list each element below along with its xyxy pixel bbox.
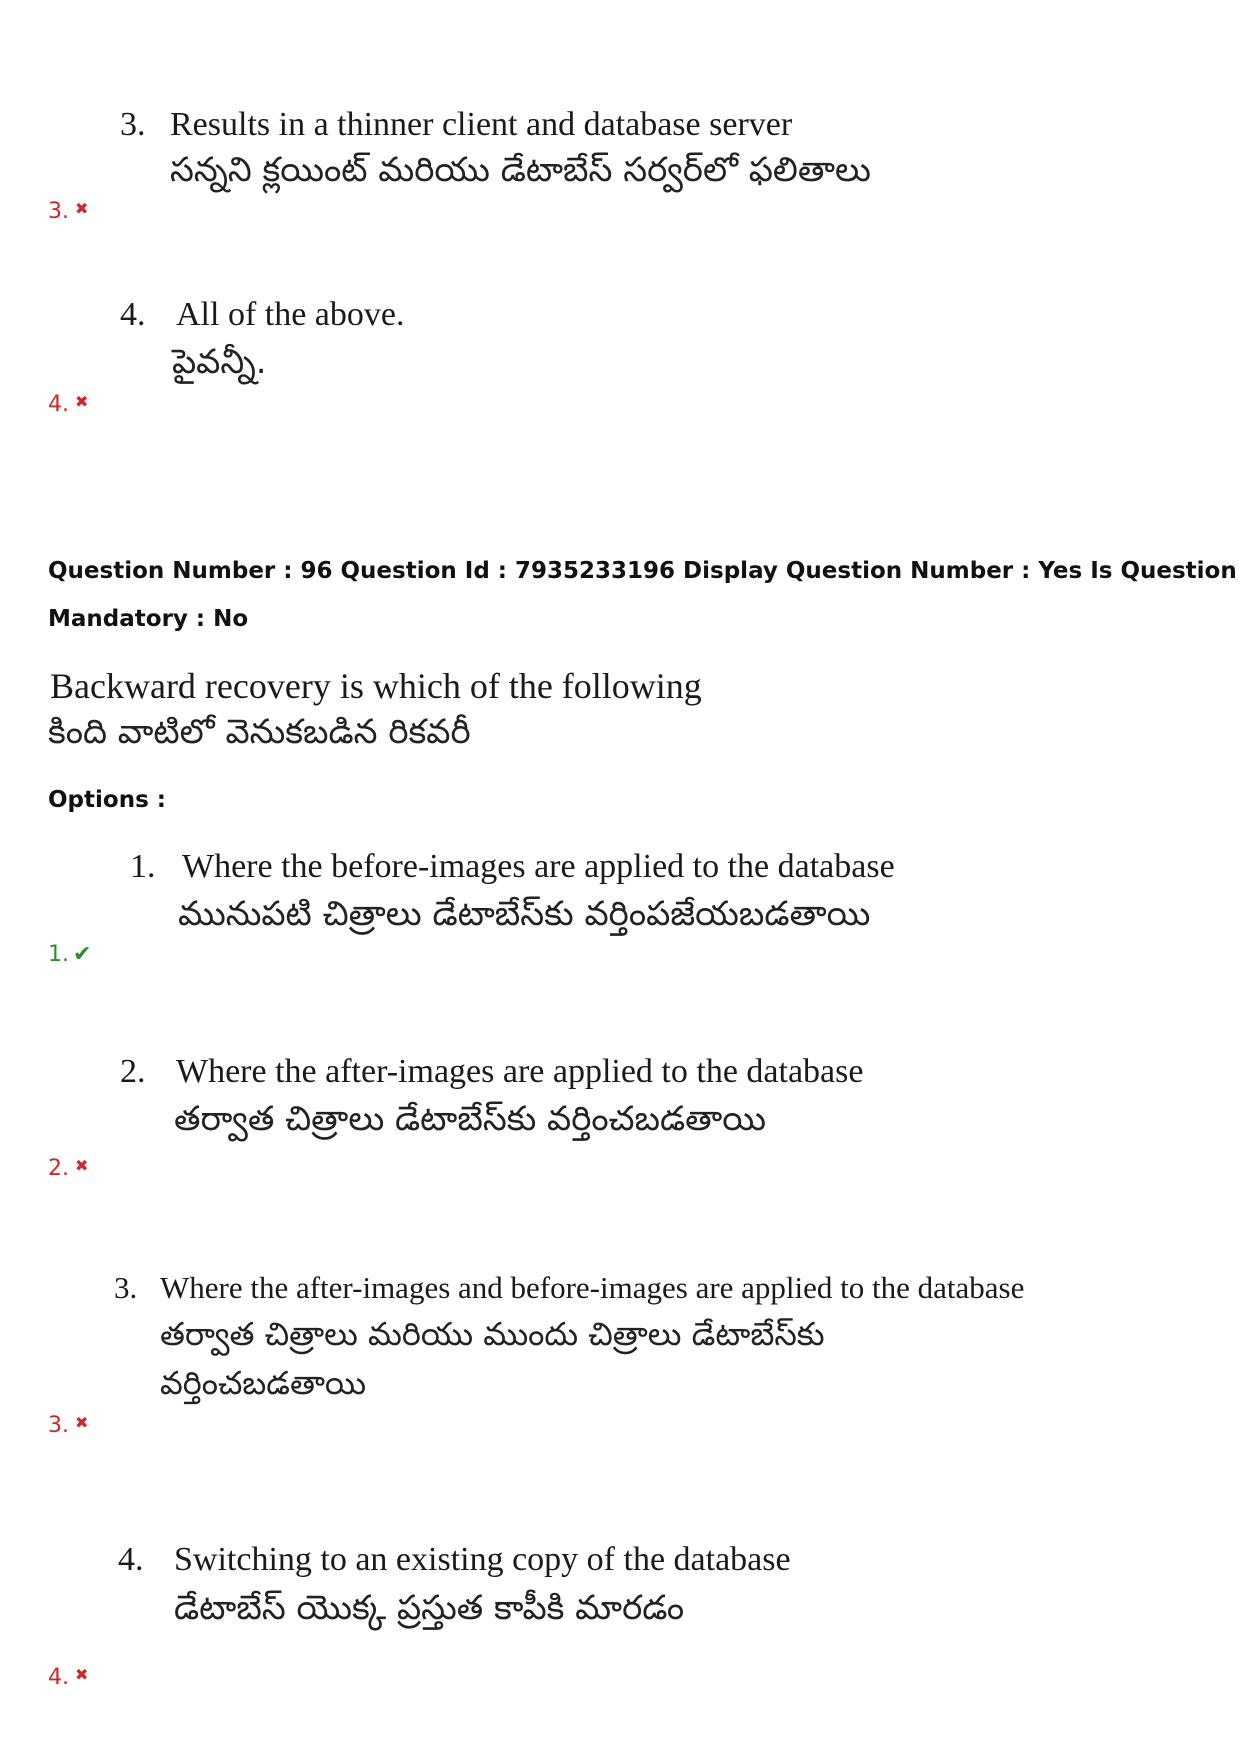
cross-icon: ✖: [75, 1156, 89, 1175]
option-text-english: Results in a thinner client and database server: [170, 106, 793, 143]
correct-marker: [48, 942, 91, 968]
option-text-telugu-line-2: వర్తించబడతాయి: [160, 1364, 367, 1402]
option-number: 2.: [120, 1053, 146, 1090]
option-text-telugu: తర్వాత చిత్రాలు మరియు ముందు చిత్రాలు డేటాబేస్‌కు: [160, 1315, 825, 1353]
wrong-marker: [48, 1153, 88, 1182]
option-number: 1.: [130, 848, 156, 885]
wrong-marker: [48, 196, 88, 225]
option-number: 3.: [114, 1270, 138, 1305]
cross-icon: ✖: [75, 1413, 89, 1432]
option-text-english: All of the above.: [176, 296, 405, 333]
marker-label: 3.: [48, 199, 69, 224]
option-text-telugu: డేటాబేస్ యొక్క ప్రస్తుత కాపీకి మారడం: [174, 1588, 685, 1628]
option-text-english: Where the after-images are applied to the database: [176, 1053, 864, 1090]
option-text-telugu: మునుపటి చిత్రాలు డేటాబేస్‌కు వర్తింపజేయబడతాయి: [178, 894, 871, 934]
marker-label: 4.: [48, 392, 69, 417]
question-meta-line-1: Question Number : 96 Question Id : 7935233196 Display Question Number : Yes Is Question: [48, 558, 1237, 584]
wrong-marker: [48, 1410, 88, 1439]
cross-icon: ✖: [75, 392, 89, 411]
option-text-telugu: తర్వాత చిత్రాలు డేటాబేస్‌కు వర్తించబడతాయి: [174, 1099, 766, 1139]
option-text-telugu: పైవన్నీ.: [172, 342, 267, 382]
wrong-marker: [48, 389, 88, 418]
wrong-marker: [48, 1662, 88, 1691]
option-text-english: Switching to an existing copy of the database: [174, 1541, 791, 1578]
marker-label: 1.: [48, 942, 69, 967]
option-text-english: Where the after-images and before-images are applied to the database: [160, 1270, 1025, 1305]
check-icon: ✔: [73, 942, 92, 967]
question-meta-line-2: Mandatory : No: [48, 606, 249, 632]
option-number: 3.: [120, 106, 146, 143]
question-text-english: Backward recovery is which of the following: [50, 666, 702, 706]
question-text-telugu: కింది వాటిలో వెనుకబడిన రికవరీ: [48, 712, 471, 752]
cross-icon: ✖: [75, 1665, 89, 1684]
option-number: 4.: [118, 1541, 144, 1578]
marker-label: 3.: [48, 1413, 69, 1438]
options-label: Options :: [48, 787, 166, 813]
marker-label: 2.: [48, 1156, 69, 1181]
cross-icon: ✖: [75, 199, 89, 218]
option-text-telugu: సన్నని క్లయింట్ మరియు డేటాబేస్ సర్వర్‌లో ఫలితాలు: [170, 150, 871, 190]
marker-label: 4.: [48, 1665, 69, 1690]
option-number: 4.: [120, 296, 146, 333]
option-text-english: Where the before-images are applied to the database: [182, 848, 895, 885]
